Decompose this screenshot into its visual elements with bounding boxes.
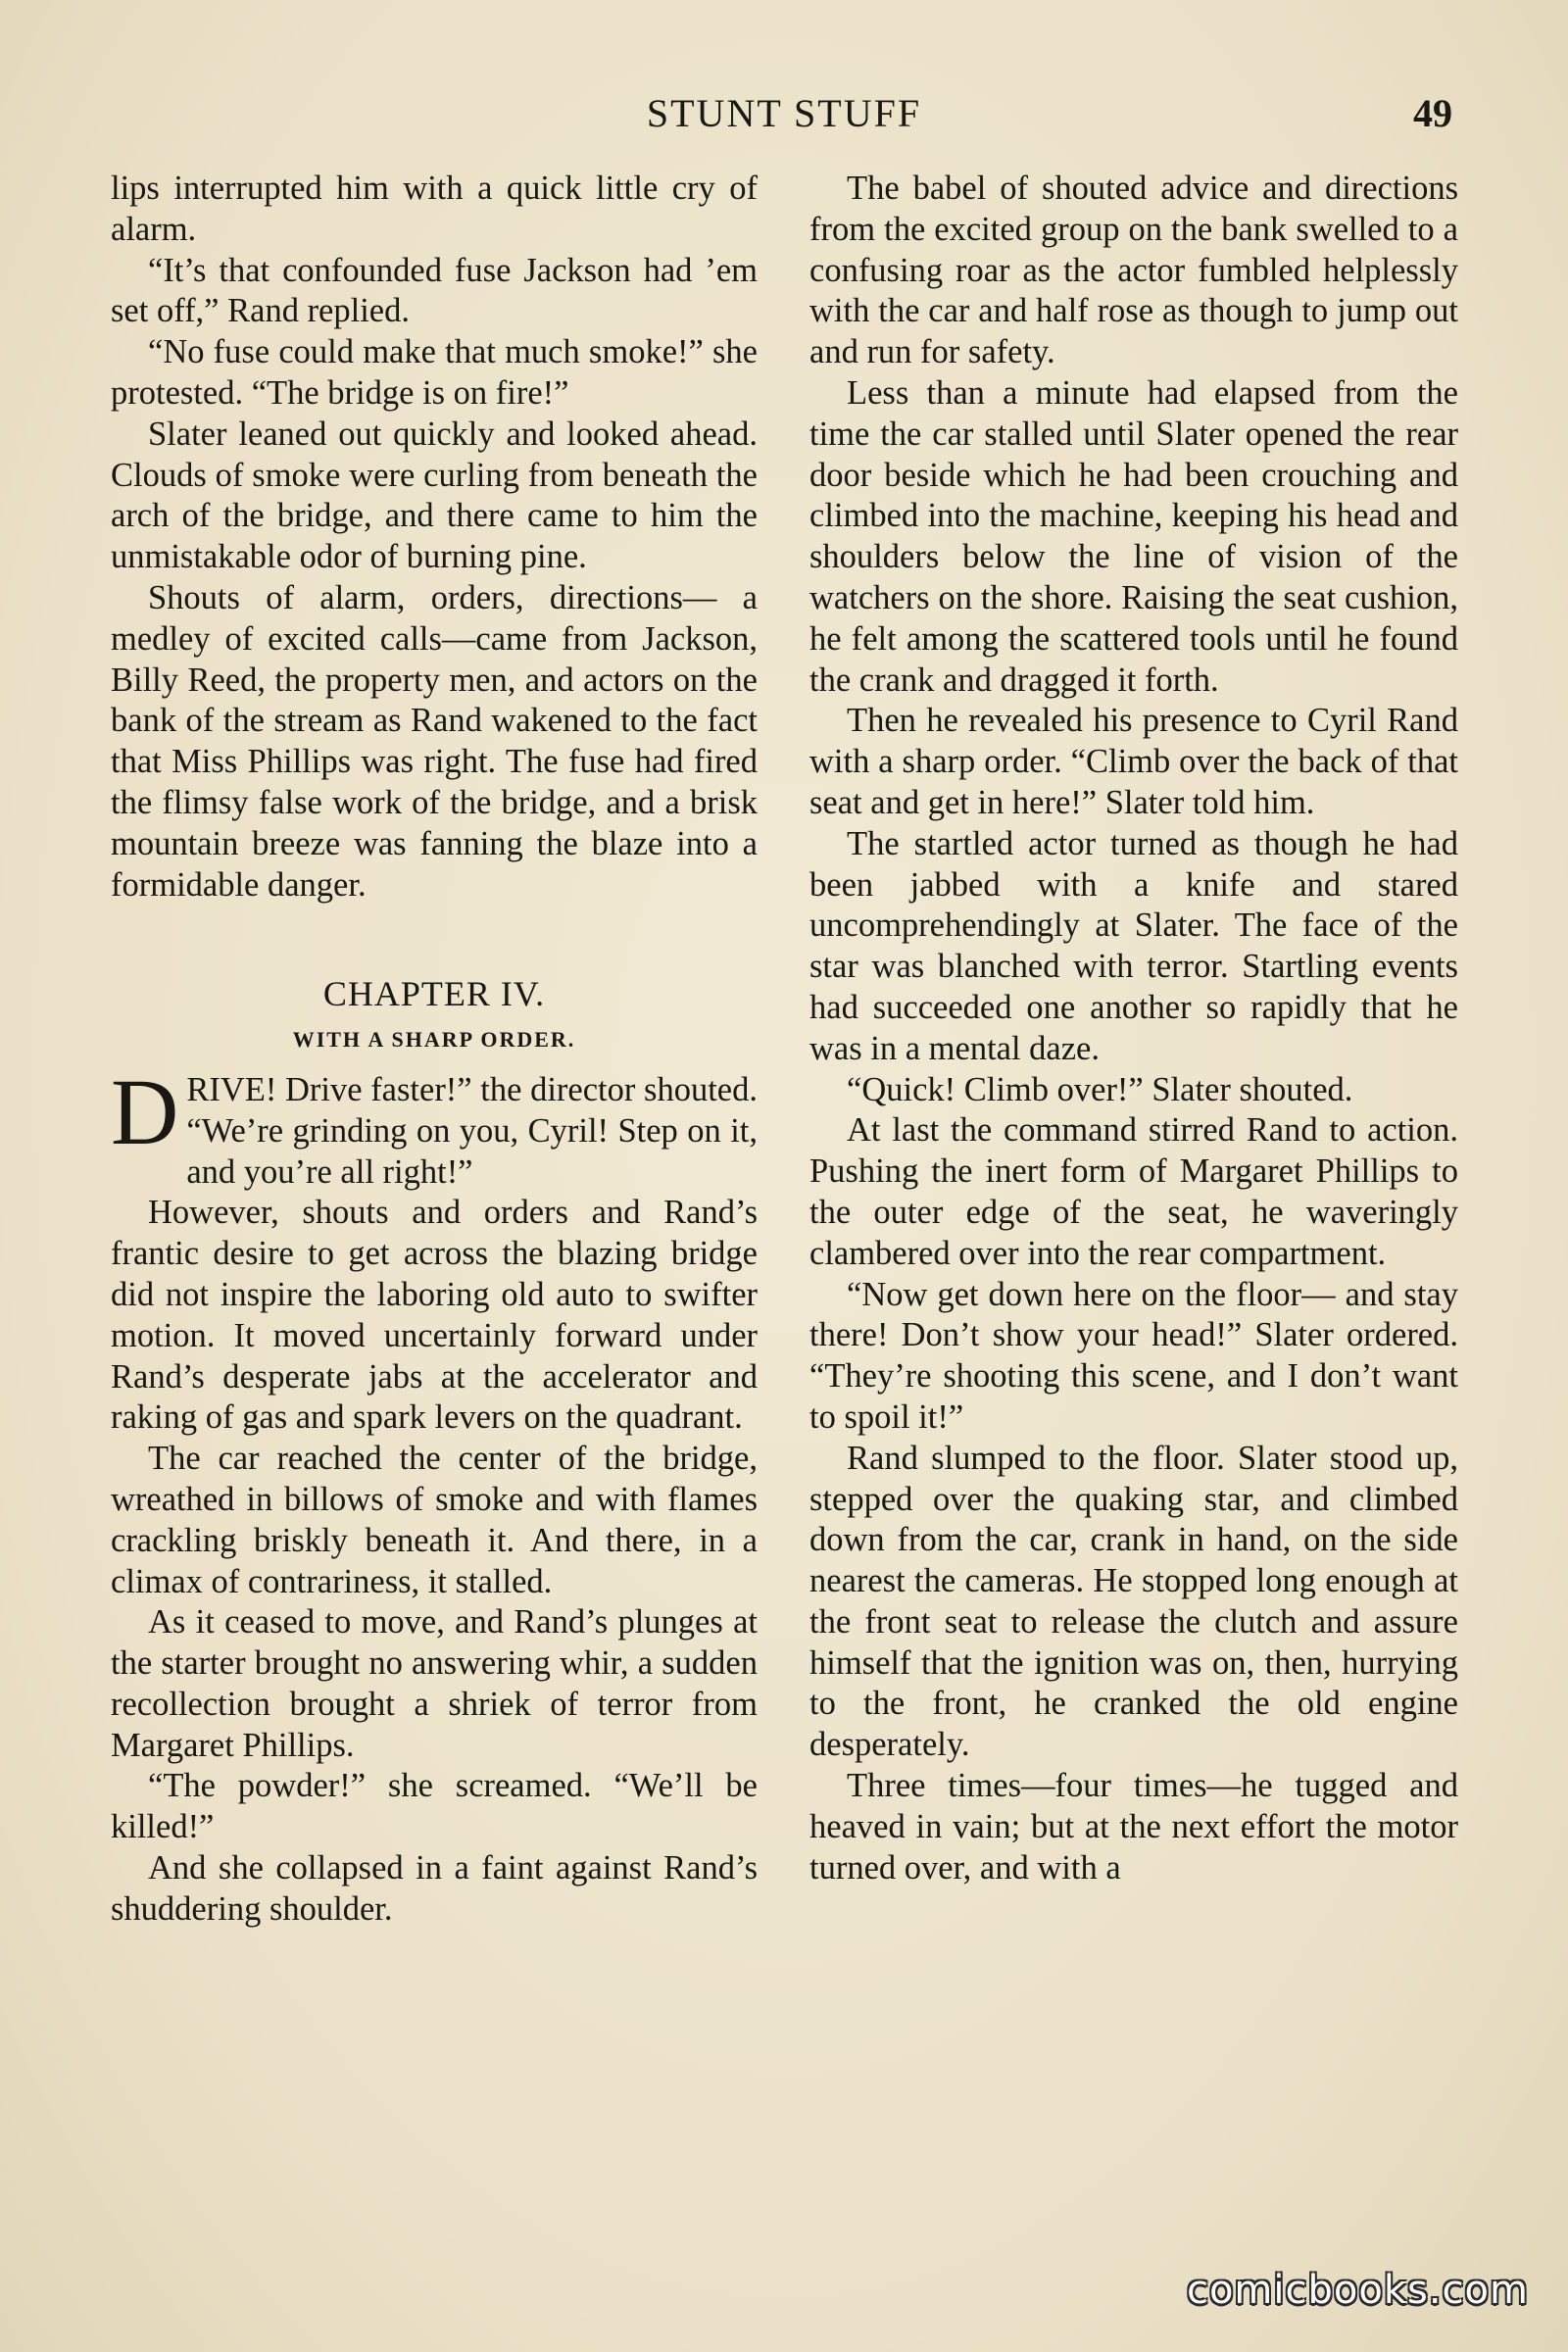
paragraph: And she collapsed in a faint against Rand’s shuddering shoulder. xyxy=(111,1849,758,1928)
paragraph: “No fuse could make that much smoke!” she protested. “The bridge is on fire!” xyxy=(111,333,758,412)
drop-cap: D xyxy=(111,1058,179,1164)
paragraph: “Quick! Climb over!” Slater shouted. xyxy=(847,1070,1353,1108)
chapter-heading: CHAPTER IV. xyxy=(322,974,546,1014)
paragraph: At last the command stirred Rand to action. Pushing the inert form of Margaret Phillips to the outer edge of the seat, he waveringly clambered over into the rear compartment. xyxy=(809,1111,1458,1272)
paragraph: “The powder!” she screamed. “We’ll be killed!” xyxy=(111,1767,758,1846)
right-column xyxy=(809,169,1458,1888)
paragraph: “It’s that confounded fuse Jackson had ’em set off,” Rand replied. xyxy=(111,251,758,330)
running-head xyxy=(0,90,1568,149)
paragraph: Then he revealed his presence to Cyril Rand with a sharp order. “Climb over the back of that seat and get in here!” Slater told him. xyxy=(809,702,1458,821)
paragraph: lips interrupted him with a quick little cry of alarm. xyxy=(111,170,758,248)
page-number: 49 xyxy=(1413,91,1452,135)
paragraph: The startled actor turned as though he had been jabbed with a knife and stared uncomprehendingly at Slater. The face of the star was blanched with terror. Startling events had succeeded one another so rapidly that he was in a mental daze. xyxy=(809,824,1458,1067)
paragraph: Rand slumped to the floor. Slater stood up, stepped over the quaking star, and climbed down from the car, crank in hand, on the side nearest the cameras. He stopped long enough at the front seat to release the clutch and assure himself that the ignition was on, then, hurrying to the front, he cranked the old engine desperately. xyxy=(809,1439,1458,1764)
paragraph: Less than a minute had elapsed from the time the car stalled until Slater opened the rear door beside which he had been crouching and climbed into the machine, keeping his head and shoulders below the line of vision of the watchers on the shore. Raising the seat cushion, he felt among the scattered tools until he found the crank and dragged it forth. xyxy=(809,373,1458,699)
paragraph: “Now get down here on the floor— and stay there! Don’t show your head!” Slater ordered. “They’re shooting this scene, and I don’t want to spoil it!” xyxy=(809,1275,1458,1436)
paragraph: As it ceased to move, and Rand’s plunges at the starter brought no answering whir, a sudden recollection brought a shriek of terror from Margaret Phillips. xyxy=(111,1603,758,1764)
paragraph: The car reached the center of the bridge, wreathed in billows of smoke and with flames crackling briskly beneath it. And there, in a climax of contrariness, it stalled. xyxy=(111,1440,758,1600)
drop-cap-continuation: RIVE! Drive faster!” the director shouted. “We’re grinding on you, Cyril! Step on it, and you’re all right!” xyxy=(186,1070,758,1191)
watermark: comicbooks.com xyxy=(1186,2268,1529,2313)
paragraph: Shouts of alarm, orders, directions— a medley of excited calls—came from Jackson, Billy Reed, the property men, and actors on the bank of the stream as Rand wakened to the fact that Miss Phillips was right. The fuse had fired the flimsy false work of the bridge, and a brisk mountain breeze was fanning the blaze into a formidable danger. xyxy=(111,578,758,904)
paragraph: Three times—four times—he tugged and heaved in vain; but at the next effort the motor turned over, and with a xyxy=(809,1767,1458,1886)
paragraph: The babel of shouted advice and directions from the excited group on the bank swelled to a confusing roar as the actor fumbled helplessly with the car and half rose as though to jump out and run for safety. xyxy=(809,170,1458,371)
paragraph: Slater leaned out quickly and looked ahead. Clouds of smoke were curling from beneath the arch of the bridge, and there came to him the unmistakable odor of burning pine. xyxy=(111,415,758,576)
paragraph: However, shouts and orders and Rand’s frantic desire to get across the blazing bridge did not inspire the laboring old auto to swifter motion. It moved uncertainly forward under Rand’s desperate jabs at the accelerator and raking of gas and spark levers on the quadrant. xyxy=(111,1194,758,1437)
chapter-opening-paragraph xyxy=(111,1058,758,1193)
running-title: STUNT STUFF xyxy=(646,91,922,135)
left-column xyxy=(111,169,758,1931)
chapter-subtitle: WITH A SHARP ORDER. xyxy=(292,1027,576,1053)
